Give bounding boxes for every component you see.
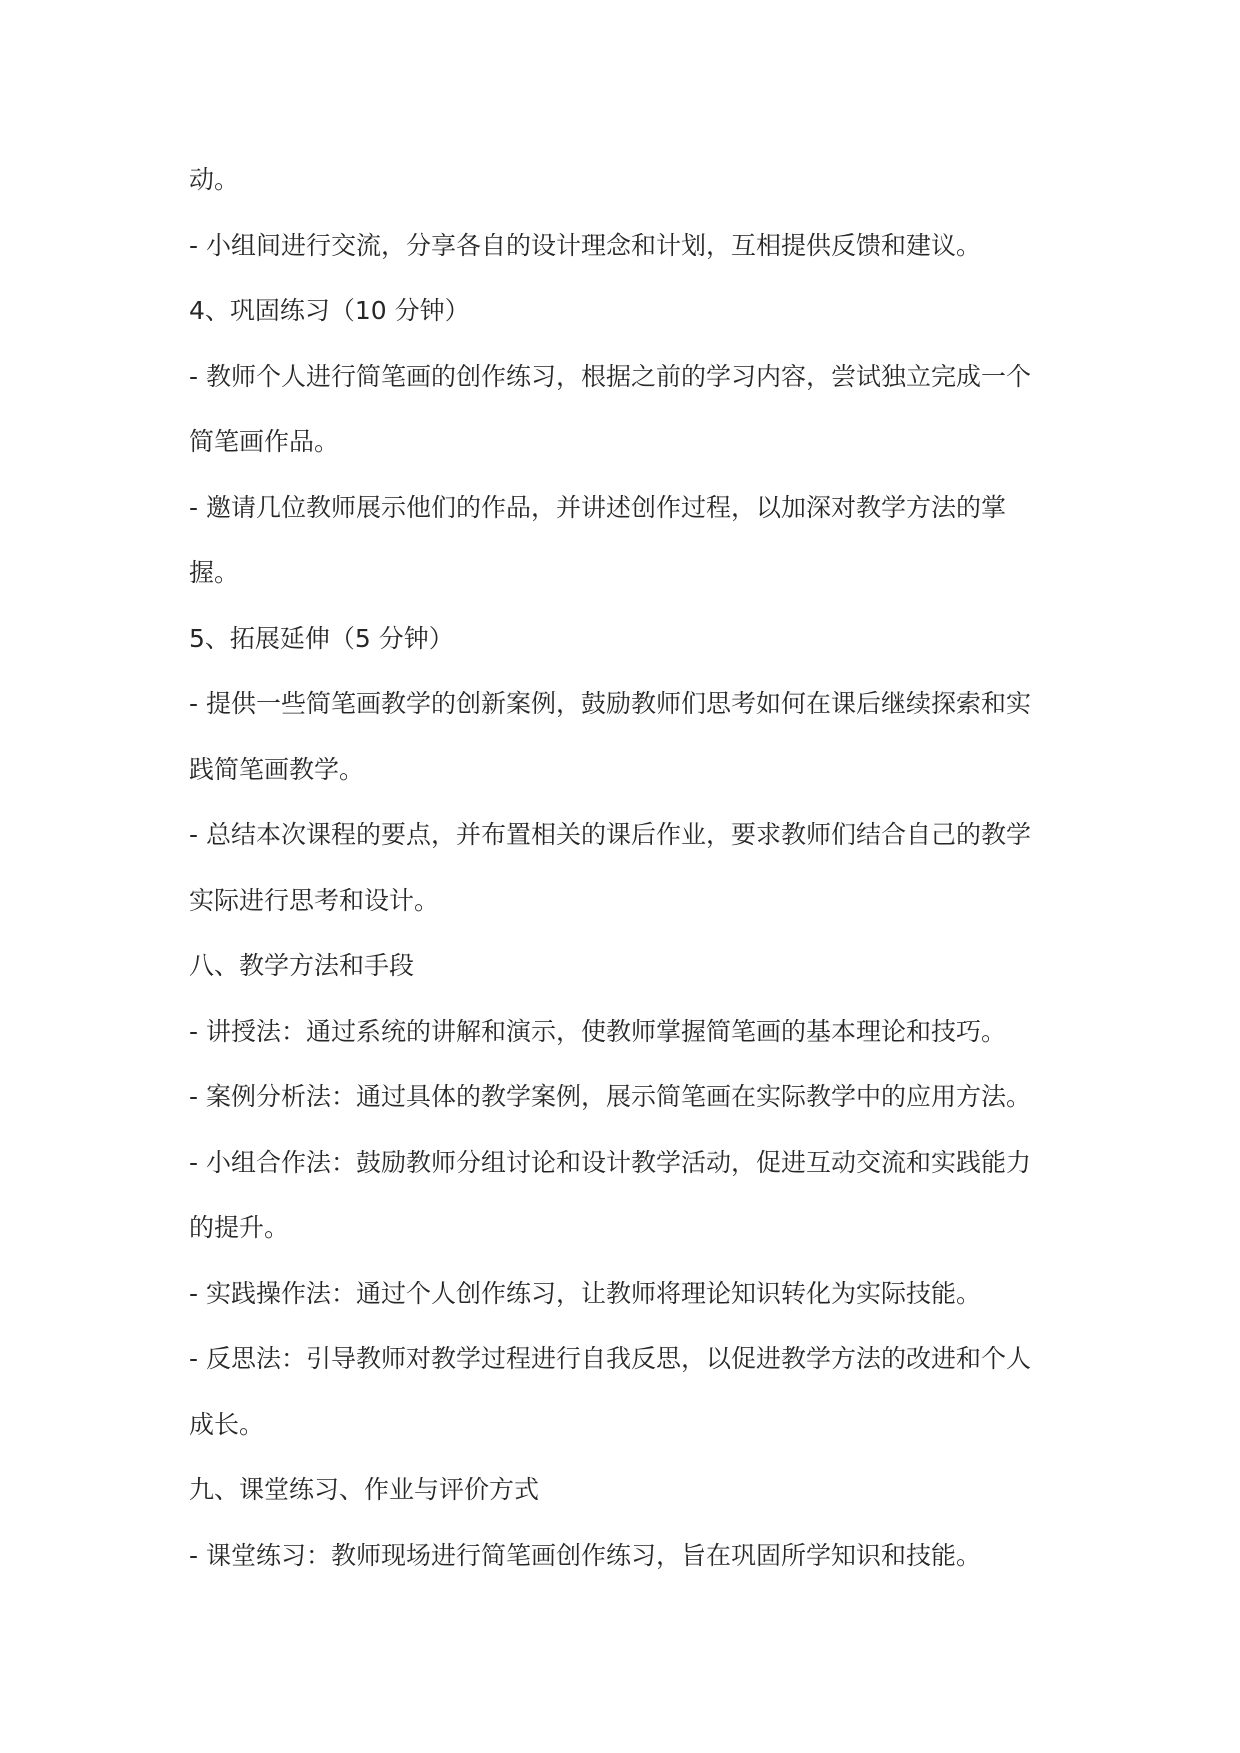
text-line: - 讲授法：通过系统的讲解和演示，使教师掌握简笔画的基本理论和技巧。 — [189, 1016, 1006, 1046]
text-line: - 邀请几位教师展示他们的作品，并讲述创作过程，以加深对教学方法的掌 — [189, 492, 1006, 522]
section-heading: 八、教学方法和手段 — [189, 951, 415, 980]
text-line: 实际进行思考和设计。 — [189, 885, 440, 915]
text-line: - 反思法：引导教师对教学过程进行自我反思，以促进教学方法的改进和个人 — [189, 1344, 1031, 1373]
text-line: 简笔画作品。 — [189, 427, 340, 456]
text-line: 动。 — [189, 165, 240, 194]
section-heading: 九、课堂练习、作业与评价方式 — [189, 1475, 540, 1504]
section-heading: 5、拓展延伸（5 分钟） — [189, 623, 454, 653]
text-line: - 总结本次课程的要点，并布置相关的课后作业，要求教师们结合自己的教学 — [189, 820, 1031, 849]
text-line: - 实践操作法：通过个人创作练习，让教师将理论知识转化为实际技能。 — [189, 1278, 981, 1308]
text-line: - 提供一些简笔画教学的创新案例，鼓励教师们思考如何在课后继续探索和实 — [189, 689, 1031, 718]
document-body — [189, 162, 1069, 1603]
text-line: 践简笔画教学。 — [189, 754, 365, 784]
text-line: - 教师个人进行简笔画的创作练习，根据之前的学习内容，尝试独立完成一个 — [189, 361, 1031, 391]
text-line: 握。 — [189, 558, 240, 587]
text-line: - 小组合作法：鼓励教师分组讨论和设计教学活动，促进互动交流和实践能力 — [189, 1147, 1031, 1177]
text-line: - 案例分析法：通过具体的教学案例，展示简笔画在实际教学中的应用方法。 — [189, 1082, 1031, 1111]
text-line: 的提升。 — [189, 1213, 290, 1242]
text-line: - 小组间进行交流，分享各自的设计理念和计划，互相提供反馈和建议。 — [189, 230, 981, 260]
section-heading: 4、巩固练习（10 分钟） — [189, 296, 470, 325]
text-line: - 课堂练习：教师现场进行简笔画创作练习，旨在巩固所学知识和技能。 — [189, 1540, 981, 1570]
text-line: 成长。 — [189, 1409, 265, 1439]
